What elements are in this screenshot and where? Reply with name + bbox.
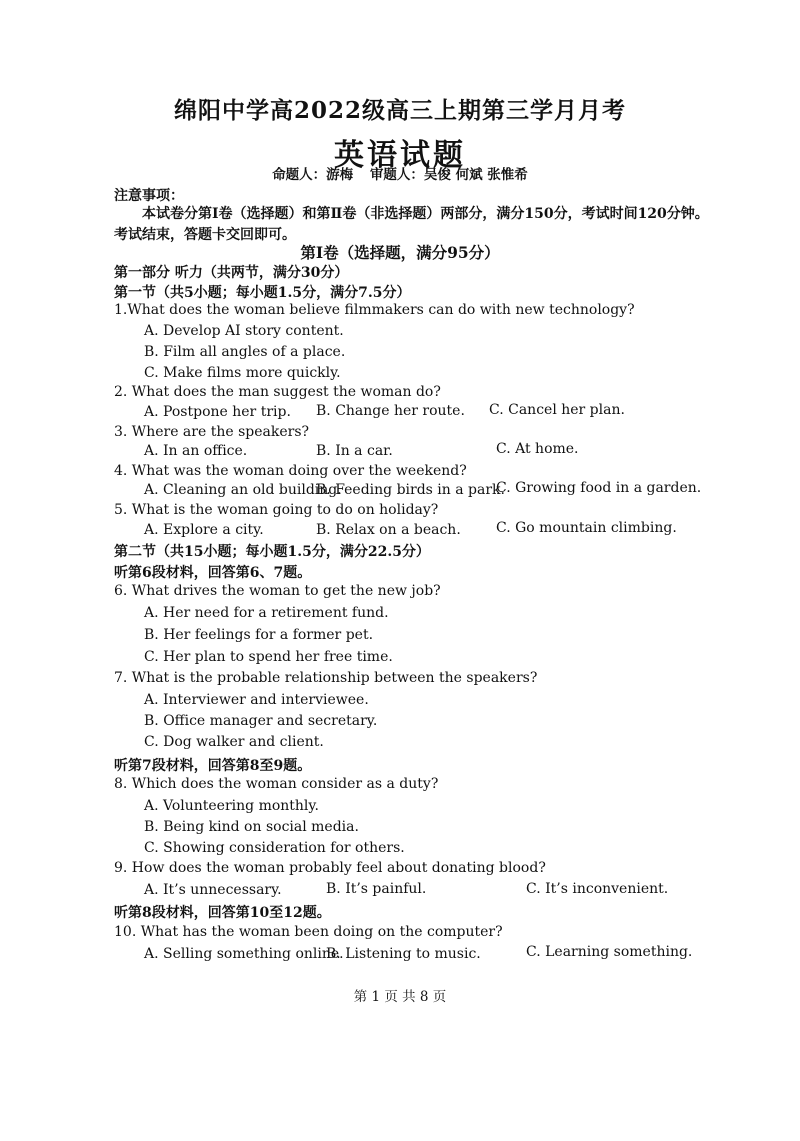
q1-option-a: A. Develop AI story content. [144, 323, 344, 339]
q8-option-c: C. Showing consideration for others. [144, 840, 405, 856]
q10-option-c: C. Learning something. [526, 944, 693, 960]
q10-option-a: A. Selling something online. [144, 946, 344, 962]
q3-option-c: C. At home. [496, 441, 579, 457]
material-6-instruction: 听第6段材料，回答第6、7题。 [114, 565, 312, 581]
q7-option-b: B. Office manager and secretary. [144, 713, 378, 729]
q10-option-b: B. Listening to music. [326, 946, 481, 962]
q5-option-b: B. Relax on a beach. [316, 522, 461, 538]
q8-option-b: B. Being kind on social media. [144, 819, 359, 835]
q3-option-a: A. In an office. [144, 443, 248, 459]
volume-title: 第Ⅰ卷（选择题，满分95分） [300, 243, 500, 262]
q6-option-b: B. Her feelings for a former pet. [144, 627, 374, 643]
q1-option-b: B. Film all angles of a place. [144, 344, 346, 360]
q2-option-b: B. Change her route. [316, 403, 465, 419]
page-number: 第 1 页 共 8 页 [353, 989, 447, 1005]
question-6: 6. What drives the woman to get the new job? [114, 583, 441, 599]
q1-option-c: C. Make films more quickly. [144, 365, 341, 381]
question-5: 5. What is the woman going to do on holiday? [114, 502, 439, 518]
reviewer-label: 审题人：吴俊 何斌 张惟希 [369, 167, 528, 183]
notice-heading: 注意事项： [114, 188, 184, 204]
q7-option-c: C. Dog walker and client. [144, 734, 324, 750]
page-footer [0, 985, 800, 1005]
q9-option-a: A. It’s unnecessary. [144, 882, 282, 898]
q3-option-b: B. In a car. [316, 443, 393, 459]
material-7-instruction: 听第7段材料，回答第8至9题。 [114, 758, 312, 774]
q9-option-c: C. It’s inconvenient. [526, 881, 669, 897]
q6-option-c: C. Her plan to spend her free time. [144, 649, 393, 665]
q4-option-a: A. Cleaning an old building. [144, 482, 342, 498]
question-4: 4. What was the woman doing over the weekend? [114, 463, 467, 479]
question-10: 10. What has the woman been doing on the computer? [114, 924, 503, 940]
q2-option-c: C. Cancel her plan. [489, 402, 625, 418]
q2-option-a: A. Postpone her trip. [144, 404, 291, 420]
question-2: 2. What does the man suggest the woman do? [114, 384, 441, 400]
subject-title: 英语试题 [334, 138, 466, 173]
question-3: 3. Where are the speakers? [114, 424, 310, 440]
question-1: 1.What does the woman believe filmmakers can do with new technology? [114, 302, 635, 318]
q5-option-c: C. Go mountain climbing. [496, 520, 677, 536]
q6-option-a: A. Her need for a retirement fund. [144, 605, 389, 621]
q4-option-b: B. Feeding birds in a park. [316, 482, 505, 498]
q5-option-a: A. Explore a city. [144, 522, 264, 538]
q7-option-a: A. Interviewer and interviewee. [144, 692, 369, 708]
question-8: 8. Which does the woman consider as a duty? [114, 776, 439, 792]
question-9: 9. How does the woman probably feel about donating blood? [114, 860, 546, 876]
authors-line [0, 163, 800, 183]
q4-option-c: C. Growing food in a garden. [496, 480, 702, 496]
setter-label: 命题人：游梅 [272, 167, 354, 183]
notice-body: 本试卷分第Ⅰ卷（选择题）和第Ⅱ卷（非选择题）两部分，满分150分，考试时间120分钟。考试结束，答题卡交回即可。 [114, 206, 709, 243]
question-7: 7. What is the probable relationship between the speakers? [114, 670, 538, 686]
q9-option-b: B. It’s painful. [326, 881, 427, 897]
exam-title: 绵阳中学高2022级高三上期第三学月月考 [173, 97, 626, 124]
material-8-instruction: 听第8段材料，回答第10至12题。 [114, 905, 331, 921]
part1-title: 第一部分 听力（共两节，满分30分） [114, 265, 349, 281]
section1-title: 第一节（共5小题；每小题1.5分，满分7.5分） [114, 285, 411, 301]
q8-option-a: A. Volunteering monthly. [144, 798, 319, 814]
section2-title: 第二节（共15小题；每小题1.5分，满分22.5分） [114, 544, 430, 560]
